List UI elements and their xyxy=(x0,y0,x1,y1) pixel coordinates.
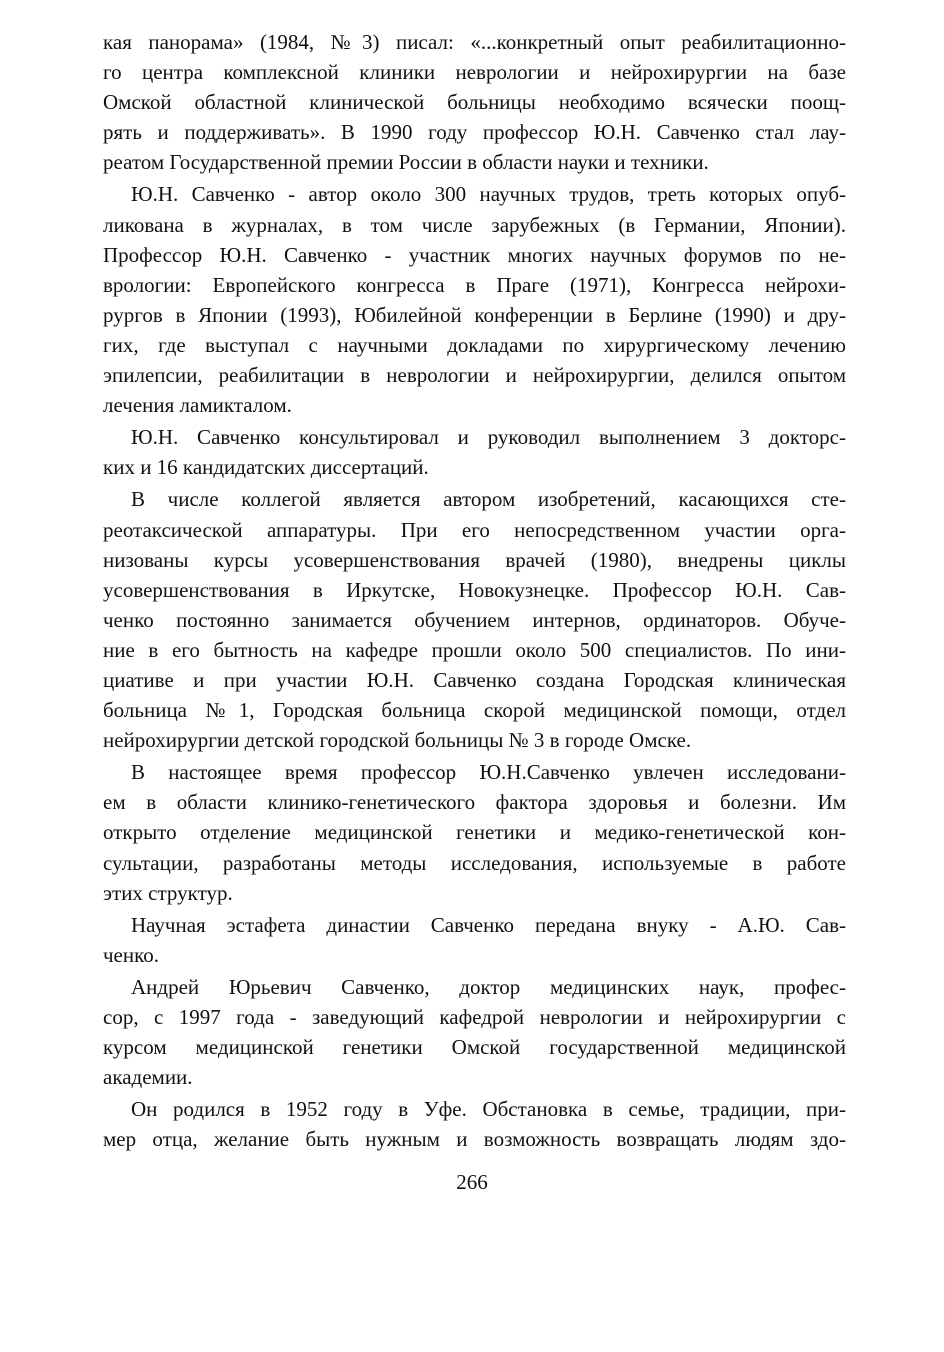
text-line: ченко. xyxy=(103,942,160,967)
text-line: мер отца, желание быть нужным и возможность возвращать людям здо- xyxy=(103,1127,846,1152)
text-line: В числе коллегой является автором изобретений, касающихся сте- xyxy=(131,487,846,512)
text-line: нейрохирургии детской городской больницы № 3 в городе Омске. xyxy=(103,728,692,753)
text-line: ликована в журналах, в том числе зарубежных (в Германии, Японии). xyxy=(103,212,846,237)
text-line: Андрей Юрьевич Савченко, доктор медицинских наук, профес- xyxy=(131,974,846,999)
text-line: сультации, разработаны методы исследования, используемые в работе xyxy=(103,850,846,875)
text-line: этих структур. xyxy=(103,880,233,905)
text-line: сор, с 1997 года - заведующий кафедрой неврологии и нейрохирургии с xyxy=(103,1005,846,1029)
text-line: рять и поддерживать». В 1990 году профессор Ю.Н. Савченко стал лау- xyxy=(103,120,846,145)
paragraph xyxy=(103,1094,846,1154)
text-line: В настоящее время профессор Ю.Н.Савченко увлечен исследовани- xyxy=(131,760,846,785)
paragraph xyxy=(103,27,846,177)
text-line: рургов в Японии (1993), Юбилейной конференции в Берлине (1990) и дру- xyxy=(103,302,846,327)
text-line: реотаксической аппаратуры. При его непосредственном участии орга- xyxy=(103,517,846,542)
text-line: ченко постоянно занимается обучением интернов, ординаторов. Обуче- xyxy=(103,607,846,632)
page-number: 266 xyxy=(456,1170,488,1194)
text-line: Ю.Н. Савченко - автор около 300 научных трудов, треть которых опуб- xyxy=(131,182,846,207)
text-line: ких и 16 кандидатских диссертаций. xyxy=(103,455,429,480)
paragraph xyxy=(103,422,846,482)
text-line: Научная эстафета династии Савченко передана внуку - А.Ю. Сав- xyxy=(131,912,846,937)
text-line: врологии: Европейского конгресса в Праге (1971), Конгресса нейрохи- xyxy=(103,272,846,297)
text-line: гих, где выступал с научными докладами по хирургическому лечению xyxy=(103,332,846,357)
paragraph xyxy=(103,484,846,755)
text-line: лечения ламикталом. xyxy=(103,393,292,418)
text-line: академии. xyxy=(103,1065,193,1090)
text-line: циативе и при участии Ю.Н. Савченко создана Городская клиническая xyxy=(103,667,846,692)
body-text xyxy=(103,27,846,1156)
text-line: больница №1, Городская больница скорой медицинской помощи, отдел xyxy=(103,698,846,723)
text-line: низованы курсы усовершенствования врачей (1980), внедрены циклы xyxy=(103,547,846,572)
text-line: курсом медицинской генетики Омской государственной медицинской xyxy=(103,1035,846,1060)
paragraph xyxy=(103,757,846,907)
text-line: ем в области клинико-генетического фактора здоровья и болезни. Им xyxy=(103,790,846,815)
text-line: Ю.Н. Савченко консультировал и руководил выполнением 3 докторс- xyxy=(131,425,846,450)
paragraph xyxy=(103,179,846,420)
text-line: реатом Государственной премии России в области науки и техники. xyxy=(103,150,709,175)
text-line: Профессор Ю.Н. Савченко - участник многих научных форумов по не- xyxy=(103,242,846,267)
text-line: усовершенствования в Иркутске, Новокузнецке. Профессор Ю.Н. Сав- xyxy=(103,577,846,602)
text-line: эпилепсии, реабилитации в неврологии и нейрохирургии, делился опытом xyxy=(103,363,846,388)
paragraph xyxy=(103,972,846,1092)
text-line: Омской областной клинической больницы необходимо всячески поощ- xyxy=(103,90,846,115)
text-line: кая панорама» (1984, №3) писал: «...конкретный опыт реабилитационно- xyxy=(103,30,846,54)
text-line: открыто отделение медицинской генетики и медико-генетической кон- xyxy=(103,820,846,845)
text-line: ние в его бытность на кафедре прошли около 500 специалистов. По ини- xyxy=(103,637,846,662)
paragraph xyxy=(103,910,846,970)
text-line: го центра комплексной клиники неврологии и нейрохирургии на базе xyxy=(103,60,846,85)
text-line: Он родился в 1952 году в Уфе. Обстановка в семье, традиции, при- xyxy=(131,1097,846,1122)
